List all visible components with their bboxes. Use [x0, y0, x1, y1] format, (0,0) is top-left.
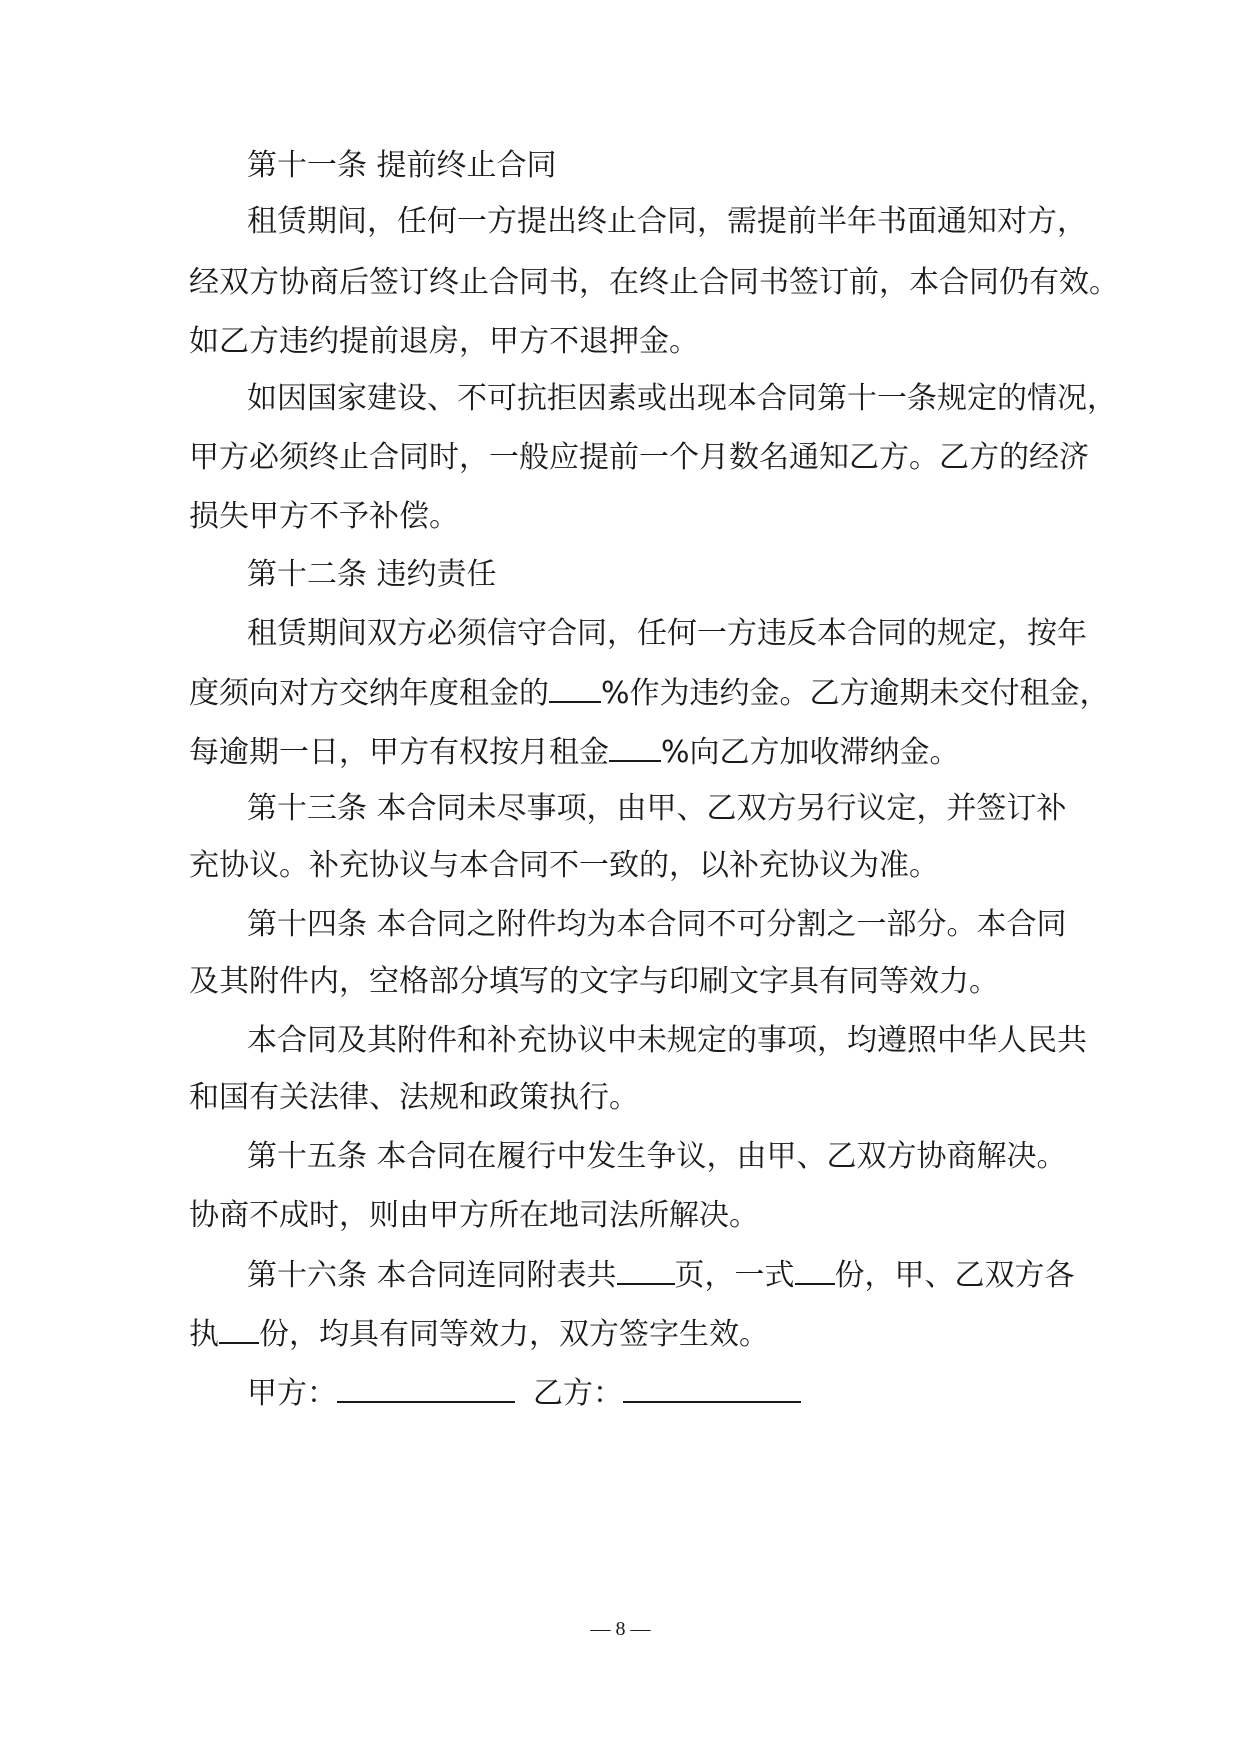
- party-a-label: 甲方：: [247, 1376, 337, 1411]
- paragraph-line: [0, 730, 1241, 770]
- paragraph-line: 充协议。补充协议与本合同不一致的，以补充协议为准。: [189, 848, 939, 883]
- article-12-heading: 第十二条 违约责任: [247, 557, 497, 592]
- paragraph-line: 租赁期间双方必须信守合同，任何一方违反本合同的规定，按年: [247, 616, 1087, 651]
- paragraph-line: 第十三条 本合同未尽事项，由甲、乙双方另行议定，并签订补: [247, 791, 1067, 826]
- fill-blank-copy-count[interactable]: [795, 1253, 835, 1285]
- paragraph-line: 第十四条 本合同之附件均为本合同不可分割之一部分。本合同: [247, 907, 1067, 942]
- paragraph-line: 如因国家建设、不可抗拒因素或出现本合同第十一条规定的情况，: [247, 381, 1117, 416]
- paragraph-line: 协商不成时，则由甲方所在地司法所解决。: [189, 1198, 759, 1233]
- text-segment: 度须向对方交纳年度租金的: [189, 676, 549, 711]
- party-b-signature-field[interactable]: [623, 1371, 801, 1403]
- paragraph-line: 第十五条 本合同在履行中发生争议，由甲、乙双方协商解决。: [247, 1139, 1067, 1174]
- paragraph-line: [0, 671, 1241, 711]
- fill-blank-late-fee-rate[interactable]: [609, 730, 661, 762]
- text-segment: %向乙方加收滞纳金。: [661, 735, 960, 770]
- paragraph-line: 损失甲方不予补偿。: [189, 499, 459, 534]
- paragraph-line: 及其附件内，空格部分填写的文字与印刷文字具有同等效力。: [189, 964, 999, 999]
- fill-blank-penalty-rate[interactable]: [549, 671, 601, 703]
- text-segment: 执: [189, 1317, 219, 1352]
- paragraph-line: [0, 1312, 1241, 1352]
- article-11-heading: 第十一条 提前终止合同: [247, 148, 557, 183]
- text-segment: 每逾期一日，甲方有权按月租金: [189, 735, 609, 770]
- text-segment: 页，一式: [674, 1258, 795, 1293]
- text-segment: 第十六条 本合同连同附表共: [247, 1258, 617, 1293]
- page-number: — 8 —: [590, 1618, 651, 1640]
- paragraph-line: 如乙方违约提前退房，甲方不退押金。: [189, 324, 699, 359]
- paragraph-line: 和国有关法律、法规和政策执行。: [189, 1080, 639, 1115]
- text-segment: %作为违约金。乙方逾期未交付租金，: [601, 676, 1110, 711]
- paragraph-line: 本合同及其附件和补充协议中未规定的事项，均遵照中华人民共: [247, 1023, 1087, 1058]
- party-a-signature-field[interactable]: [337, 1371, 515, 1403]
- paragraph-line: 经双方协商后签订终止合同书，在终止合同书签订前，本合同仍有效。: [189, 265, 1119, 300]
- text-segment: 份，均具有同等效力，双方签字生效。: [259, 1317, 769, 1352]
- text-segment: 份，甲、乙双方各: [834, 1258, 1075, 1293]
- party-b-label: 乙方：: [533, 1376, 623, 1411]
- fill-blank-page-count[interactable]: [617, 1253, 675, 1285]
- paragraph-line: 租赁期间，任何一方提出终止合同，需提前半年书面通知对方，: [247, 204, 1087, 239]
- paragraph-line: 甲方必须终止合同时，一般应提前一个月数名通知乙方。乙方的经济: [189, 440, 1089, 475]
- paragraph-line: [0, 1253, 1241, 1293]
- signature-line: [0, 1371, 1241, 1411]
- fill-blank-copies-each[interactable]: [219, 1312, 259, 1344]
